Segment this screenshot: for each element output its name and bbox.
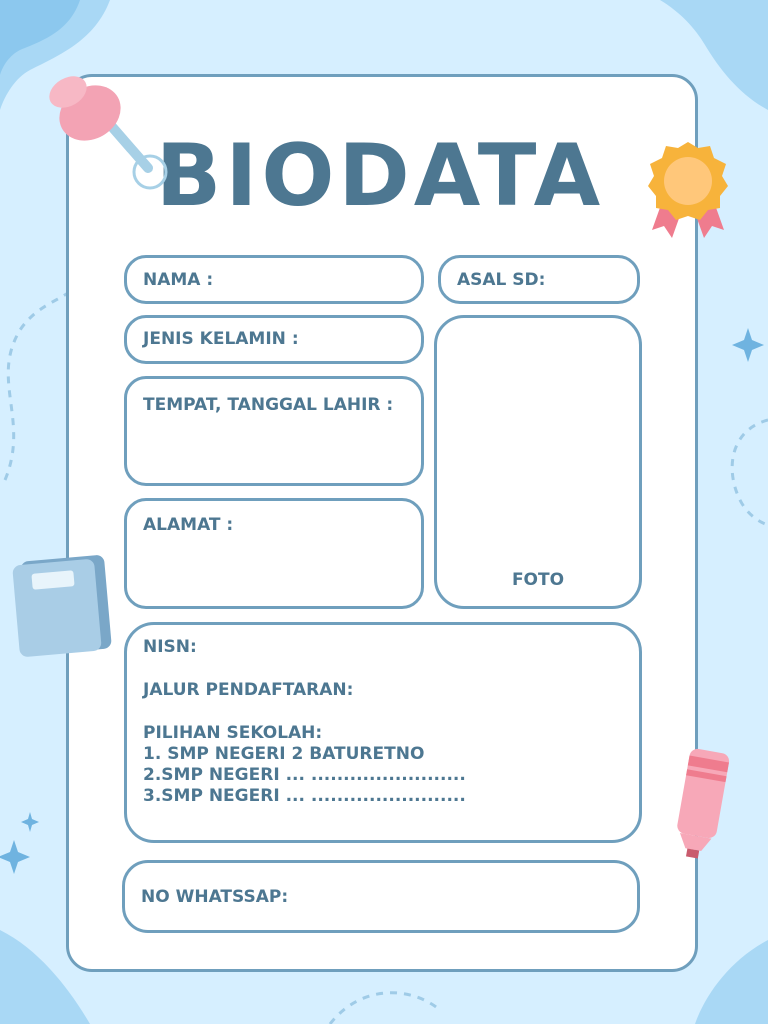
nama-field[interactable] [124,255,424,304]
tempat-tanggal-lahir-label: TEMPAT, TANGGAL LAHIR : [143,395,394,415]
alamat-field[interactable] [124,498,424,609]
pilihan-item-3: 3.SMP NEGERI ... ........................ [143,786,466,806]
notebook-icon [10,552,114,660]
pilihan-sekolah-label: PILIHAN SEKOLAH: [143,723,323,743]
asal-sd-label: ASAL SD: [457,270,546,290]
spacer [143,701,466,723]
jenis-kelamin-field[interactable] [124,315,424,364]
page-title: BIODATA [155,126,605,226]
pilihan-item-1: 1. SMP NEGERI 2 BATURETNO [143,744,425,764]
spacer [143,658,466,680]
push-pin-icon [40,68,180,193]
award-ribbon-icon [640,138,736,250]
no-whatsapp-field[interactable] [122,860,640,933]
jenis-kelamin-label: JENIS KELAMIN : [143,329,299,349]
pendaftaran-box[interactable] [124,622,642,843]
foto-label: FOTO [511,570,565,590]
no-whatsapp-label: NO WHATSSAP: [141,887,289,907]
marker-icon [664,740,736,862]
tempat-tanggal-lahir-field[interactable] [124,376,424,486]
nama-label: NAMA : [143,270,214,290]
pilihan-item-2: 2.SMP NEGERI ... ........................ [143,765,466,785]
asal-sd-field[interactable] [438,255,640,304]
jalur-pendaftaran-label: JALUR PENDAFTARAN: [143,680,354,700]
nisn-label: NISN: [143,637,197,657]
alamat-label: ALAMAT : [143,515,234,535]
foto-box[interactable] [434,315,642,609]
